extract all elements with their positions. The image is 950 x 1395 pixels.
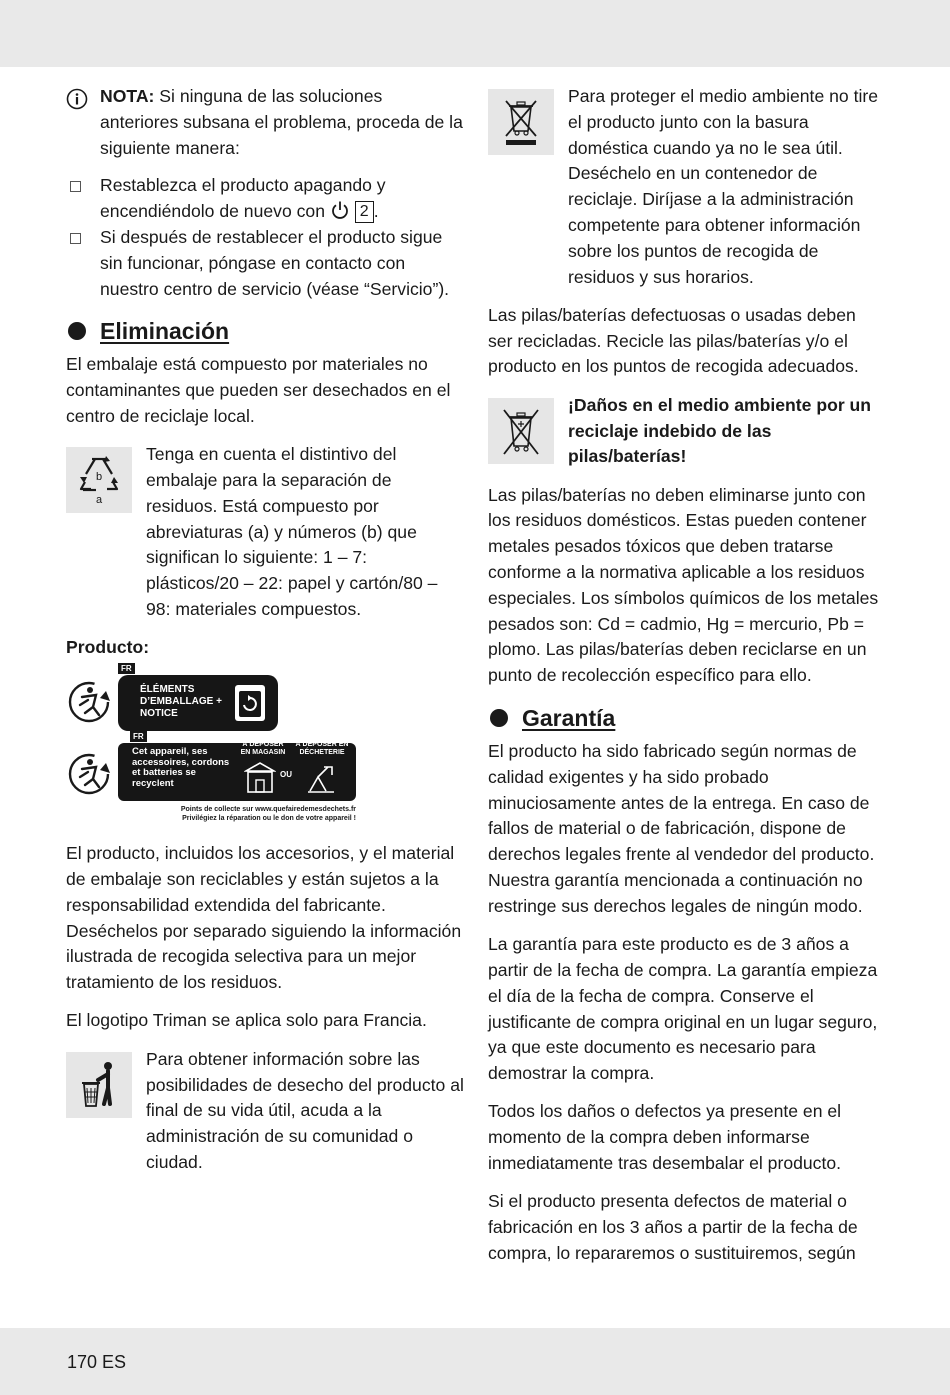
note-text: Si ninguna de las soluciones anteriores subsana el problema, proceda de la siguiente manera: (100, 86, 463, 158)
dump-site-icon (304, 761, 338, 795)
left-column (66, 84, 464, 1188)
recycle-below-label: a (95, 494, 103, 507)
list-item-suffix: . (373, 201, 379, 222)
warning-text: ¡Daños en el medio ambiente por un reciclaje indebido de las pilas/baterías! (568, 394, 872, 467)
person-bin-icon (66, 1052, 132, 1118)
heading-text: Eliminación (100, 318, 230, 345)
deposit-store-label: À DÉPOSER EN MAGASIN (240, 741, 286, 757)
key-number-box: 2 (355, 201, 374, 223)
page-number: 170 ES (67, 1352, 127, 1372)
battery-warning-block (488, 393, 884, 470)
paragraph: Las pilas/baterías no deben eliminarse junto con los residuos domésticos. Estas pueden contener metales pesados tóxicos que deben tratarse conforme a la normativa aplicable a los residuos especiales. Los símbolos químicos de los metales pesados son: Cd = cadmio, Hg = mercurio, Pb = plomo. Las pilas/baterías deben reciclarse en un punto de recolección específico para ello. (488, 484, 879, 686)
section-heading-eliminacion (66, 316, 464, 346)
heading-text: Garantía (522, 705, 616, 732)
triman-footnote-2: Privilégiez la réparation ou le don de votre appareil ! (182, 815, 356, 823)
or-label: OU (280, 770, 292, 780)
triman-logo-icon (66, 677, 116, 727)
paragraph: Deséchelos por separado siguiendo la información ilustrada de recogida selectiva para un mejor tratamiento de los residuos. (66, 920, 462, 993)
paragraph: El logotipo Triman se aplica solo para Francia. (66, 1010, 427, 1031)
paragraph: El producto, incluidos los accesorios, y el material de embalaje son reciclables y están sujetos a la responsabilidad extendida del fabricante. (66, 843, 455, 915)
crossed-bin-icon (488, 89, 554, 155)
section-heading-garantia (488, 703, 884, 733)
recycle-inner-label: b (95, 471, 103, 484)
list-item (66, 225, 464, 302)
weee-info-block (488, 84, 884, 290)
deposit-dump-label: À DÉPOSER EN DÉCHETERIE (295, 741, 349, 757)
recycling-triangle-icon (66, 447, 132, 513)
triman-product-text: Cet appareil, ses accessoires, cordons et batteries se recyclent (132, 746, 230, 789)
producto-label: Producto: (66, 637, 150, 658)
bullet-dot-icon (68, 322, 86, 340)
paragraph: El producto ha sido fabricado según normas de calidad exigentes y ha sido probado minuciosamente antes de la entrega. En caso de fallos de material o de fabricación, dispone de derechos legales frente al vendedor del producto. Nuestra garantía mencionada a continuación no restringe sus derechos legales de ningún modo. (488, 741, 875, 916)
triman-label-product (66, 732, 464, 835)
recycling-info-block (66, 442, 464, 623)
crossed-bin-battery-icon (488, 398, 554, 464)
paragraph: Todos los daños o defectos ya presente en el momento de la compra deben informarse inmediatamente tras desembalar el producto. (488, 1101, 842, 1173)
list-item-text: Si después de restablecer el producto sigue sin funcionar, póngase en contacto con nuestro centro de servicio (véase “Servicio”). (100, 226, 450, 299)
list-item-text: Restablezca el producto apagando y encendiéndolo de nuevo con (100, 175, 386, 222)
paragraph: Si el producto presenta defectos de material o fabricación en los 3 años a partir de la fecha de compra, lo repararemos o sustituiremos, según (488, 1191, 858, 1263)
disposal-info-block (66, 1047, 464, 1176)
paragraph: La garantía para este producto es de 3 años a partir de la fecha de compra. La garantía empieza el día de la fecha de compra. Conserve el justificante de compra original en un lugar seguro, ya que este documento es necesario para demostrar la compra. (488, 934, 878, 1084)
note-block (66, 84, 464, 161)
info-icon (66, 88, 88, 110)
checkbox-icon (70, 181, 81, 192)
top-band (0, 0, 950, 67)
fr-badge: FR (130, 731, 147, 742)
fr-badge: FR (118, 663, 135, 674)
triman-packaging-text: ÉLÉMENTS D’EMBALLAGE + NOTICE (140, 684, 222, 720)
list-item (66, 173, 464, 225)
checkbox-icon (70, 233, 81, 244)
checklist (66, 173, 464, 302)
paragraph: Las pilas/baterías defectuosas o usadas deben ser recicladas. Recicle las pilas/baterías y/o el producto en los puntos de recogida adecuados. (488, 304, 859, 377)
paragraph: El embalaje está compuesto por materiales no contaminantes que pueden ser desechados en el centro de reciclaje local. (66, 354, 451, 426)
store-icon (244, 761, 276, 795)
bin-recycle-icon (232, 683, 268, 723)
bullet-dot-icon (490, 709, 508, 727)
paragraph: Para proteger el medio ambiente no tire el producto junto con la basura doméstica cuando ya no le sea útil. Deséchelo en un contenedor de reciclaje. Diríjase a la administración competente para obtener información sobre los puntos de recogida de residuos y sus horarios. (568, 86, 879, 287)
triman-label-packaging (66, 664, 464, 733)
bottom-band (0, 1328, 950, 1395)
triman-logo-icon (66, 749, 116, 799)
right-column (488, 84, 884, 1267)
power-icon (330, 200, 350, 220)
paragraph: Para obtener información sobre las posibilidades de desecho del producto al final de su vida útil, acuda a la administración de su comunidad o ciudad. (146, 1048, 464, 1172)
paragraph: Tenga en cuenta el distintivo del embalaje para la separación de residuos. Está compuesto por abreviaturas (a) y números (b) que significan lo siguiente: 1 – 7: plásticos/20 – 22: papel y cartón/80 – 98: materiales compuestos. (146, 444, 438, 620)
note-label: NOTA: (100, 86, 155, 106)
triman-footnote-1: Points de collecte sur www.quefairedemesdechets.fr (180, 806, 356, 814)
